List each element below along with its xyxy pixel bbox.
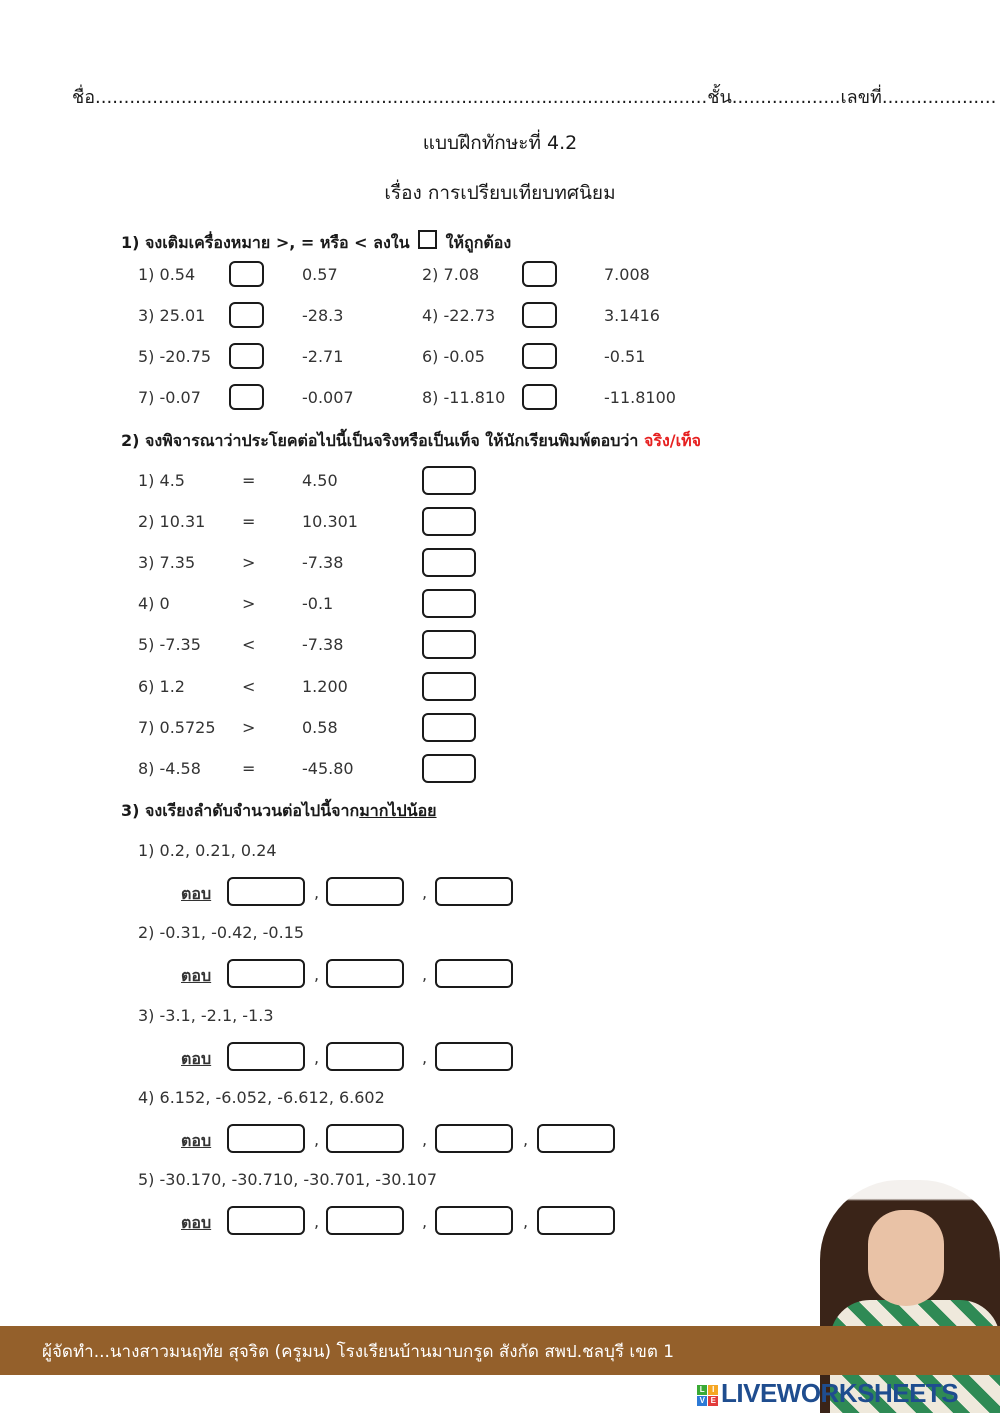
square-icon (418, 230, 437, 249)
s1-item-left: 4) -22.73 (422, 306, 496, 325)
s2-item-right: -45.80 (302, 758, 354, 778)
s1-item-right: -11.8100 (604, 388, 676, 407)
comma-separator: , (523, 1212, 529, 1232)
s1-item-right: -28.3 (302, 306, 344, 325)
s2-answer-box[interactable] (422, 713, 476, 742)
s3-answer-box[interactable] (537, 1206, 615, 1235)
name-field (72, 82, 996, 111)
s3-answer-box[interactable] (326, 1206, 404, 1235)
comma-separator: , (314, 883, 320, 902)
section3-instruction: 3) จงเรียงลำดับจำนวนต่อไปนี้จากมากไปน้อย (121, 801, 437, 820)
s3-answer-box[interactable] (227, 1042, 305, 1071)
true-false-highlight: จริง/เท็จ (643, 431, 701, 450)
s2-item-operator: > (242, 553, 256, 573)
s2-item-operator: = (242, 471, 256, 490)
s2-answer-box[interactable] (422, 630, 476, 659)
number-dots: .................... (881, 87, 997, 108)
s1-item-left: 6) -0.05 (422, 347, 485, 366)
author-credit: ผู้จัดทำ...นางสาวมนฤทัย สุจริต (ครูมน) โรงเรียนบ้านมาบกรูด สังกัด สพป.ชลบุรี เขต 1 (42, 1342, 675, 1362)
s3-question: 2) -0.31, -0.42, -0.15 (138, 923, 305, 943)
answer-label: ตอบ (181, 1213, 212, 1233)
s1-item-left: 2) 7.08 (422, 265, 480, 284)
s3-answer-box[interactable] (326, 959, 404, 988)
s2-answer-box[interactable] (422, 672, 476, 701)
s2-item-right: 1.200 (302, 676, 348, 696)
s1-answer-box[interactable] (522, 384, 557, 410)
answer-label: ตอบ (181, 884, 212, 903)
s3-answer-box[interactable] (435, 1206, 513, 1235)
live-badge-icon: L I V E (697, 1385, 718, 1406)
s2-item-left: 8) -4.58 (138, 758, 201, 778)
s3-answer-box[interactable] (326, 1124, 404, 1153)
s2-item-operator: > (242, 717, 256, 737)
s3-answer-box[interactable] (537, 1124, 615, 1153)
s2-item-right: -7.38 (302, 635, 344, 655)
s3-question: 1) 0.2, 0.21, 0.24 (138, 841, 277, 860)
s3-answer-box[interactable] (227, 959, 305, 988)
name-dots: ........................................................................................................... (95, 87, 708, 108)
number-label: เลขที่ (840, 87, 882, 108)
s1-item-right: 3.1416 (604, 306, 660, 325)
comma-separator: , (314, 1047, 320, 1067)
s3-answer-box[interactable] (227, 1124, 305, 1153)
s2-item-operator: > (242, 594, 256, 614)
s2-item-left: 3) 7.35 (138, 553, 196, 573)
s1-answer-box[interactable] (229, 343, 264, 369)
s1-item-left: 1) 0.54 (138, 265, 196, 284)
s2-answer-box[interactable] (422, 548, 476, 577)
s3-answer-box[interactable] (227, 1206, 305, 1235)
comma-separator: , (523, 1129, 529, 1149)
s2-item-left: 7) 0.5725 (138, 717, 216, 737)
s2-item-left: 5) -7.35 (138, 635, 201, 655)
comma-separator: , (314, 965, 320, 985)
comma-separator: , (422, 1212, 428, 1232)
order-direction: มากไปน้อย (359, 801, 437, 820)
s1-item-right: -0.007 (302, 388, 354, 407)
comma-separator: , (314, 1212, 320, 1232)
s2-item-operator: < (242, 635, 256, 655)
worksheet-title: แบบฝึกทักษะที่ 4.2 (422, 132, 578, 154)
comma-separator: , (422, 965, 428, 985)
s2-answer-box[interactable] (422, 507, 476, 536)
s3-answer-box[interactable] (326, 877, 404, 906)
s2-item-right: -0.1 (302, 594, 334, 614)
name-label: ชื่อ (72, 87, 96, 108)
liveworksheets-logo: L I V E LIVEWORKSHEETS (697, 1378, 958, 1409)
s3-answer-box[interactable] (435, 1042, 513, 1071)
section1-instruction: 1) จงเติมเครื่องหมาย >, = หรือ < ลงใน ให้ถูกต้อง (121, 230, 511, 256)
s2-answer-box[interactable] (422, 754, 476, 783)
s3-question: 3) -3.1, -2.1, -1.3 (138, 1005, 274, 1025)
s3-question: 5) -30.170, -30.710, -30.701, -30.107 (138, 1170, 438, 1190)
worksheet-subtitle: เรื่อง การเปรียบเทียบทศนิยม (384, 182, 616, 204)
s3-answer-box[interactable] (227, 877, 305, 906)
s1-answer-box[interactable] (522, 261, 557, 287)
s2-answer-box[interactable] (422, 466, 476, 495)
section2-instruction: 2) จงพิจารณาว่าประโยคต่อไปนี้เป็นจริงหรือเป็นเท็จ ให้นักเรียนพิมพ์ตอบว่า จริง/เท็จ (121, 431, 701, 450)
s1-item-left: 7) -0.07 (138, 388, 201, 407)
s2-item-operator: = (242, 512, 256, 532)
s2-item-right: 10.301 (302, 512, 358, 532)
s1-item-right: -0.51 (604, 347, 646, 366)
comma-separator: , (314, 1129, 320, 1149)
s2-item-right: 4.50 (302, 471, 338, 490)
s2-item-operator: = (242, 758, 256, 778)
s2-item-left: 6) 1.2 (138, 676, 185, 696)
s1-item-right: 0.57 (302, 265, 338, 284)
s1-answer-box[interactable] (522, 343, 557, 369)
comma-separator: , (422, 1047, 428, 1067)
answer-label: ตอบ (181, 1130, 212, 1150)
s3-question: 4) 6.152, -6.052, -6.612, 6.602 (138, 1087, 385, 1107)
s3-answer-box[interactable] (435, 1124, 513, 1153)
comma-separator: , (422, 883, 428, 902)
s1-item-left: 8) -11.810 (422, 388, 506, 407)
comma-separator: , (422, 1129, 428, 1149)
s2-item-right: -7.38 (302, 553, 344, 573)
s3-answer-box[interactable] (326, 1042, 404, 1071)
s3-answer-box[interactable] (435, 877, 513, 906)
s3-answer-box[interactable] (435, 959, 513, 988)
s1-answer-box[interactable] (229, 261, 264, 287)
s2-item-left: 4) 0 (138, 594, 170, 614)
class-label: ชั้น (707, 87, 732, 108)
s2-item-left: 1) 4.5 (138, 471, 185, 490)
s1-answer-box[interactable] (229, 384, 264, 410)
s1-item-right: 7.008 (604, 265, 650, 284)
s2-item-left: 2) 10.31 (138, 512, 206, 532)
s1-answer-box[interactable] (522, 302, 557, 328)
s2-item-right: 0.58 (302, 717, 338, 737)
s1-answer-box[interactable] (229, 302, 264, 328)
answer-label: ตอบ (181, 1048, 212, 1068)
s2-item-operator: < (242, 676, 256, 696)
answer-label: ตอบ (181, 966, 212, 986)
s2-answer-box[interactable] (422, 589, 476, 618)
class-dots: ................... (731, 87, 841, 108)
s1-item-left: 3) 25.01 (138, 306, 206, 325)
s1-item-left: 5) -20.75 (138, 347, 212, 366)
s1-item-right: -2.71 (302, 347, 344, 366)
